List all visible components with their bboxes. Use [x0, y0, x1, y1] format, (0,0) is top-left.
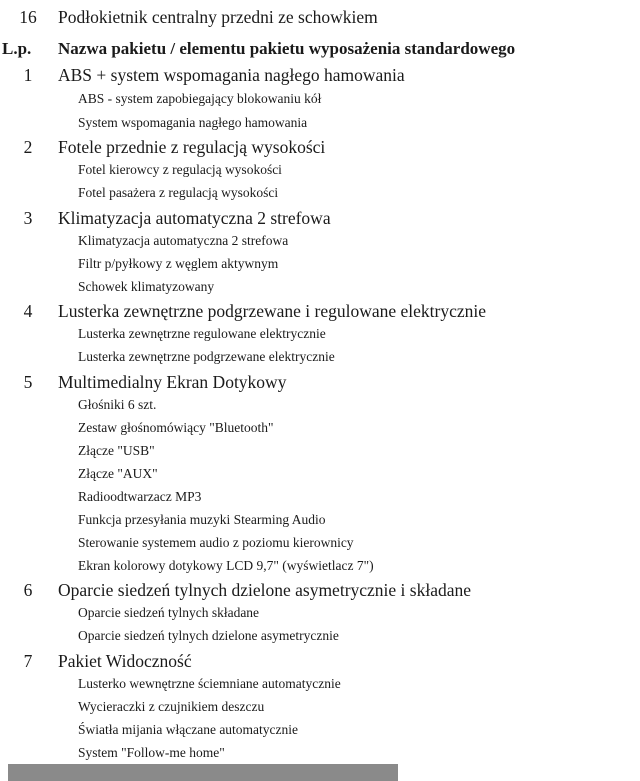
package-title: Oparcie siedzeń tylnych dzielone asymetrycznie i składane — [58, 580, 472, 600]
package-title: Pakiet Widoczność — [58, 651, 192, 671]
item-label: Radioodtwarzacz MP3 — [78, 489, 202, 504]
item-label: Klimatyzacja automatyczna 2 strefowa — [78, 233, 289, 248]
header-lp: L.p. — [2, 39, 32, 58]
header-name: Nazwa pakietu / elementu pakietu wyposażenia standardowego — [58, 39, 516, 58]
item-label: Oparcie siedzeń tylnych dzielone asymetrycznie — [78, 628, 339, 643]
item-label: Złącze "AUX" — [78, 466, 158, 481]
package-title: Klimatyzacja automatyczna 2 strefowa — [58, 208, 331, 228]
package-number: 4 — [23, 301, 33, 321]
package-title: Multimedialny Ekran Dotykowy — [58, 372, 287, 392]
item-label: Światła mijania włączane automatycznie — [78, 722, 299, 737]
item-label: Lusterko wewnętrzne ściemniane automatycznie — [78, 676, 341, 691]
item-label: Oparcie siedzeń tylnych składane — [78, 605, 260, 620]
package-title: ABS + system wspomagania nagłego hamowania — [58, 65, 405, 85]
package-number: 5 — [23, 372, 33, 392]
package-title: Fotele przednie z regulacją wysokości — [58, 137, 326, 157]
item-label: Wycieraczki z czujnikiem deszczu — [78, 699, 265, 714]
item-label: Fotel kierowcy z regulacją wysokości — [78, 162, 282, 177]
item-label: Fotel pasażera z regulacją wysokości — [78, 185, 279, 200]
row-number: 16 — [19, 7, 37, 27]
row-title: Podłokietnik centralny przedni ze schowkiem — [58, 7, 378, 27]
item-label: Funkcja przesyłania muzyki Stearming Audio — [78, 512, 326, 527]
package-number: 1 — [23, 65, 33, 85]
package-number: 7 — [23, 651, 33, 671]
package-number: 3 — [23, 208, 33, 228]
item-label: ABS - system zapobiegający blokowaniu kół — [78, 91, 322, 106]
item-label: Lusterka zewnętrzne regulowane elektrycznie — [78, 326, 326, 341]
item-label: Zestaw głośnomówiący "Bluetooth" — [78, 420, 274, 435]
item-label: Filtr p/pyłkowy z węglem aktywnym — [78, 256, 279, 271]
package-number: 6 — [23, 580, 33, 600]
item-label: Ekran kolorowy dotykowy LCD 9,7" (wyświetlacz 7") — [78, 558, 374, 573]
package-title: Lusterka zewnętrzne podgrzewane i regulowane elektrycznie — [58, 301, 487, 321]
item-label: Głośniki 6 szt. — [78, 397, 157, 412]
item-label: Lusterka zewnętrzne podgrzewane elektrycznie — [78, 349, 335, 364]
item-label: Sterowanie systemem audio z poziomu kierownicy — [78, 535, 354, 550]
item-label: Złącze "USB" — [78, 443, 155, 458]
item-label: System wspomagania nagłego hamowania — [78, 115, 308, 130]
package-number: 2 — [23, 137, 33, 157]
bottom-gray-bar — [8, 764, 398, 781]
item-label: Schowek klimatyzowany — [78, 279, 215, 294]
item-label: System "Follow-me home" — [78, 745, 225, 760]
